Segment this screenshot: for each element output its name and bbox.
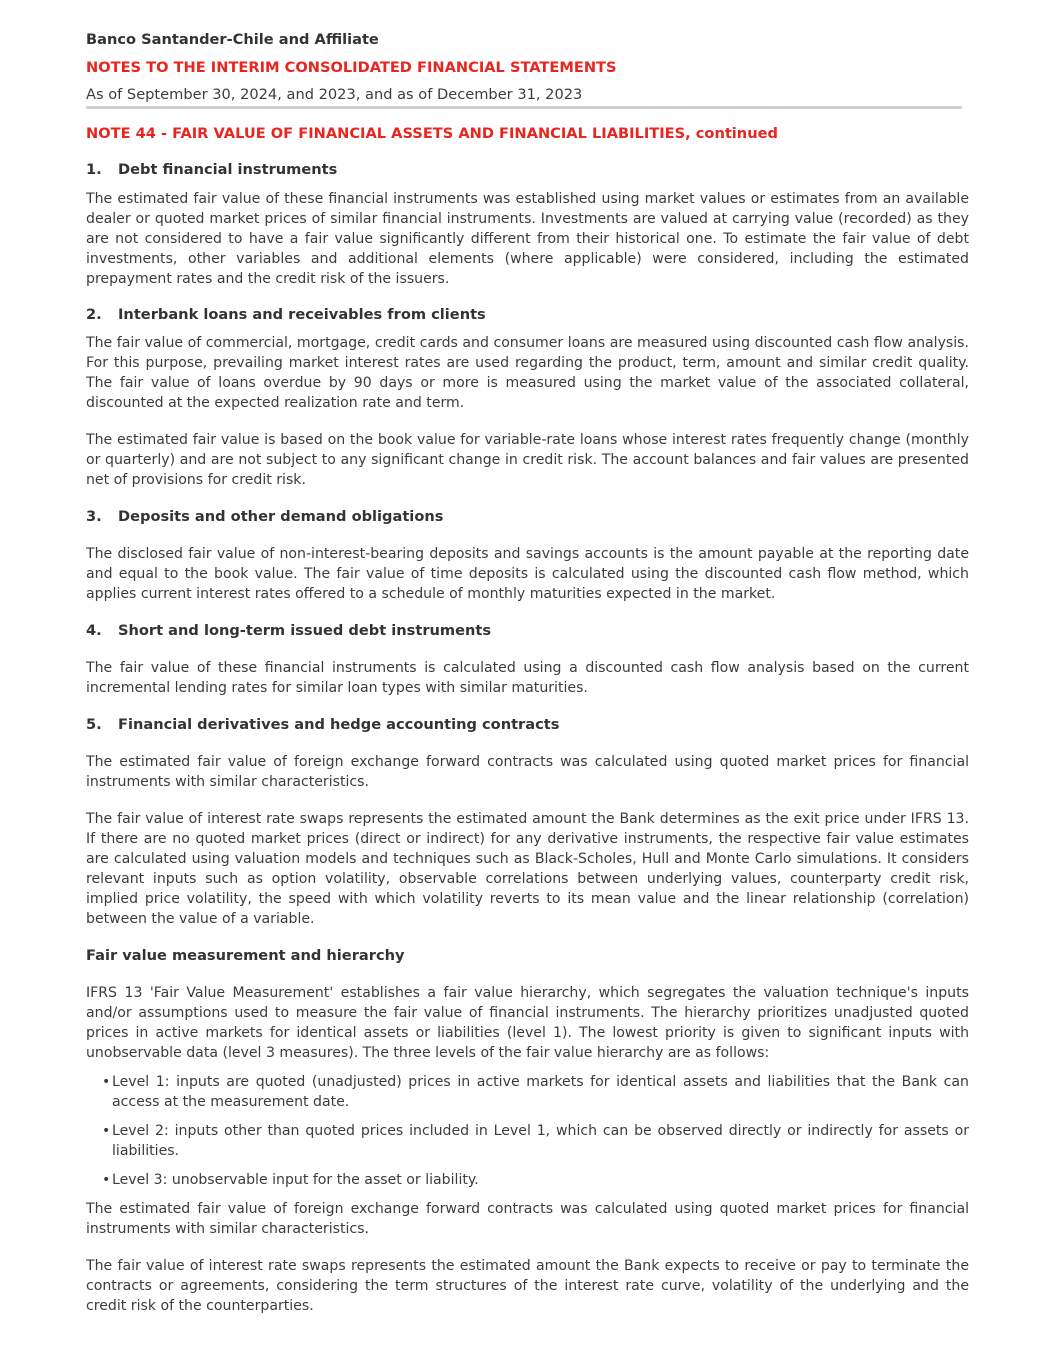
section-3-paragraph-1: The disclosed fair value of non-interest-bearing deposits and savings accounts is the amount payable at the reporting date and equal to the book value. The fair value of time deposits is calculated using the discounted cash flow method, which applies current interest rates offered to a schedule of monthly maturities expected in the market.	[86, 546, 969, 602]
section-1-paragraph-1: The estimated fair value of these financial instruments was established using market values or estimates from an available dealer or quoted market prices of similar financial instruments. Investments are valued at carrying value (recorded) as they are not considered to have a fair value significantly different from their historical one. To estimate the fair value of debt investments, other variables and additional elements (where applicable) were considered, including the estimated prepayment rates and the credit risk of the issuers.	[86, 191, 969, 287]
section-title: Interbank loans and receivables from clients	[118, 306, 486, 323]
closing-paragraph-1: The estimated fair value of foreign exchange forward contracts was calculated using quoted market prices for financial instruments with similar characteristics.	[86, 1201, 969, 1237]
section-heading-1	[86, 160, 969, 180]
hierarchy-heading: Fair value measurement and hierarchy	[86, 947, 405, 964]
as-of-date: As of September 30, 2024, and 2023, and as of December 31, 2023	[86, 86, 583, 103]
level-text: Level 1: inputs are quoted (unadjusted) prices in active markets for identical assets and liabilities that the Bank can access at the measurement date.	[112, 1074, 969, 1110]
section-title: Deposits and other demand obligations	[118, 508, 444, 525]
section-title: Short and long-term issued debt instruments	[118, 622, 492, 639]
company-name: Banco Santander-Chile and Affiliate	[86, 31, 379, 48]
section-2-paragraph-2: The estimated fair value is based on the book value for variable-rate loans whose interest rates frequently change (monthly or quarterly) and are not subject to any significant change in credit risk. The account balances and fair values are presented net of provisions for credit risk.	[86, 432, 969, 488]
section-5-paragraph-1: The estimated fair value of foreign exchange forward contracts was calculated using quoted market prices for financial instruments with similar characteristics.	[86, 754, 969, 790]
bullet-icon: •	[102, 1172, 111, 1188]
section-5-paragraph-2: The fair value of interest rate swaps represents the estimated amount the Bank determines as the exit price under IFRS 13. If there are no quoted market prices (direct or indirect) for any derivative instruments, the respective fair value estimates are calculated using valuation models and techniques such as Black-Scholes, Hull and Monte Carlo simulations. It considers relevant inputs such as option volatility, observable correlations between underlying values, counterparty credit risk, implied price volatility, the speed with which volatility reverts to its mean value and the linear relationship (correlation) between the value of a variable.	[86, 811, 969, 927]
header-divider	[86, 106, 962, 109]
list-item	[102, 1072, 969, 1112]
section-number: 3.	[86, 508, 102, 525]
section-heading-4	[86, 621, 969, 641]
section-heading-2	[86, 305, 969, 325]
list-item	[102, 1170, 969, 1190]
section-title: Financial derivatives and hedge accounting contracts	[118, 716, 560, 733]
hierarchy-levels-list	[86, 1072, 969, 1190]
section-number: 5.	[86, 716, 102, 733]
section-title: Debt financial instruments	[118, 161, 338, 178]
section-heading-5	[86, 715, 969, 735]
level-text: Level 2: inputs other than quoted prices included in Level 1, which can be observed directly or indirectly for assets or liabilities.	[112, 1123, 969, 1159]
section-4-paragraph-1: The fair value of these financial instruments is calculated using a discounted cash flow analysis based on the current incremental lending rates for similar loan types with similar maturities.	[86, 660, 969, 696]
note-title: NOTE 44 - FAIR VALUE OF FINANCIAL ASSETS AND FINANCIAL LIABILITIES, continued	[86, 125, 778, 142]
section-number: 4.	[86, 622, 102, 639]
level-text: Level 3: unobservable input for the asset or liability.	[112, 1172, 479, 1188]
notes-title: NOTES TO THE INTERIM CONSOLIDATED FINANCIAL STATEMENTS	[86, 59, 617, 76]
bullet-icon: •	[102, 1074, 111, 1090]
section-number: 2.	[86, 306, 102, 323]
section-2-paragraph-1: The fair value of commercial, mortgage, credit cards and consumer loans are measured using discounted cash flow analysis. For this purpose, prevailing market interest rates are used regarding the product, term, amount and similar credit quality. The fair value of loans overdue by 90 days or more is measured using the market value of the associated collateral, discounted at the expected realization rate and term.	[86, 335, 969, 411]
list-item	[102, 1121, 969, 1161]
section-heading-3	[86, 507, 969, 527]
bullet-icon: •	[102, 1123, 111, 1139]
hierarchy-intro: IFRS 13 'Fair Value Measurement' establishes a fair value hierarchy, which segregates the valuation technique's inputs and/or assumptions used to measure the fair value of financial instruments. The hierarchy prioritizes unadjusted quoted prices in active markets for identical assets or liabilities (level 1). The lowest priority is given to significant inputs with unobservable data (level 3 measures). The three levels of the fair value hierarchy are as follows:	[86, 985, 969, 1061]
closing-paragraph-2: The fair value of interest rate swaps represents the estimated amount the Bank expects to receive or pay to terminate the contracts or agreements, considering the term structures of the interest rate curve, volatility of the underlying and the credit risk of the counterparties.	[86, 1258, 969, 1314]
section-number: 1.	[86, 161, 102, 178]
